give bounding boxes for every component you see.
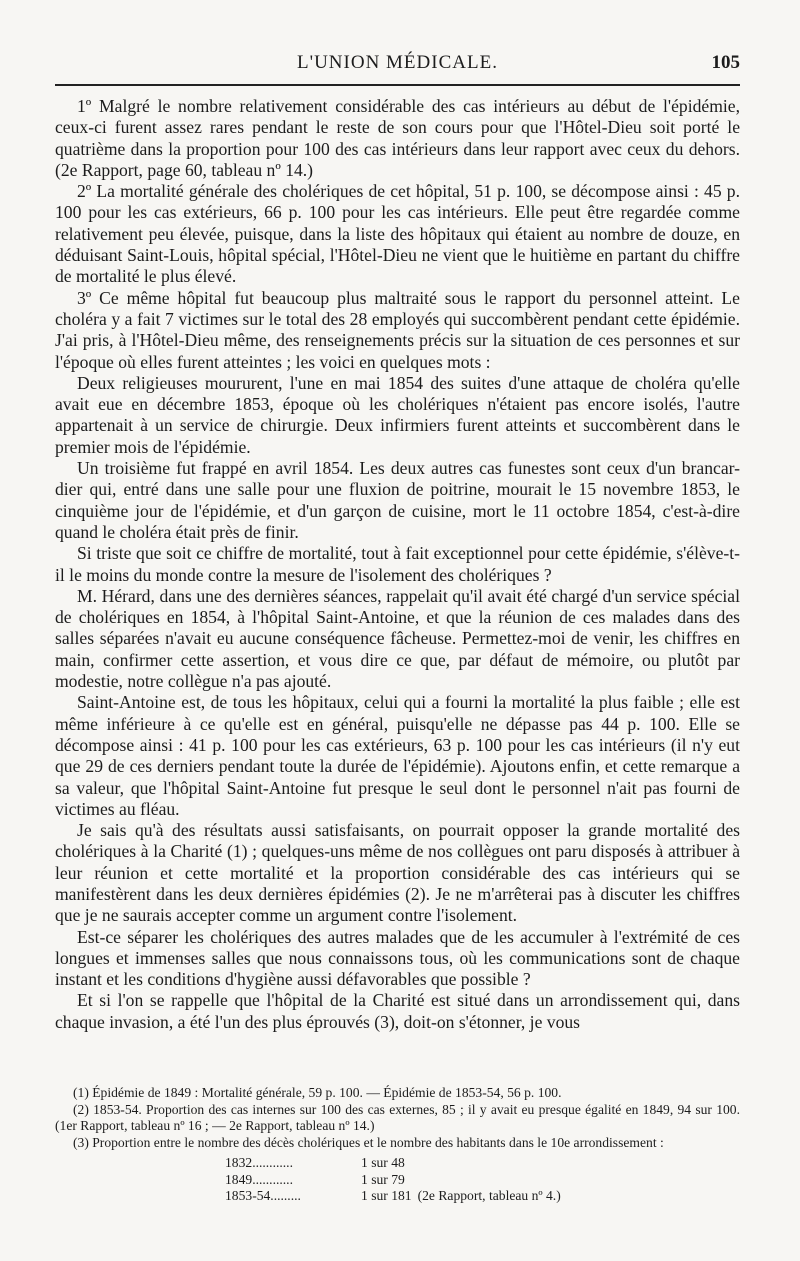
paragraph: Saint-Antoine est, de tous les hôpitaux, celui qui a fourni la mortalité la plus faible ; elle est même inférieure à ce qu'elle est en général, puisqu'elle ne dépasse pas 44 p. 100. Elle se décompose ainsi : 41 p. 100 pour les cas extérieurs, 63 p. 100 pour les cas intérieurs (il n'y eut que 29 de ces derniers pendant toute la durée de l'épidémie). Ajoutons enfin, et cette remarque a sa valeur, que l'hôpital Saint-Antoine fut presque le seul dont le personnel n'ait pas fourni de victimes au fléau. <box>55 692 740 819</box>
footnote: (1) Épidémie de 1849 : Mortalité générale, 59 p. 100. — Épidémie de 1853-54, 56 p. 100. <box>73 1085 562 1100</box>
table-cell-year: 1832............ <box>225 1155 293 1170</box>
footnote-table <box>225 1155 567 1205</box>
footnotes <box>55 1085 740 1205</box>
table-cell-note <box>418 1172 567 1189</box>
paragraph: 3º Ce même hôpital fut beaucoup plus maltraité sous le rapport du personnel atteint. Le choléra y a fait 7 victimes sur le total des 28 employés qui succombèrent pendant cette épidémie. J'ai pris, à l'Hôtel-Dieu même, des renseignements précis sur la situation de ces personnes et sur l'époque où elles furent atteintes ; les voici en quelques mots : <box>55 287 740 372</box>
paragraph: Et si l'on se rappelle que l'hôpital de la Charité est situé dans un arrondissement qui, dans chaque invasion, a été l'un des plus éprouvés (3), doit-on s'étonner, je vous <box>55 990 740 1032</box>
paragraph: Si triste que soit ce chiffre de mortalité, tout à fait exceptionnel pour cette épidémie, s'élève-t-il le moins du monde contre la mesure de l'isolement des cholériques ? <box>55 543 740 585</box>
paragraph: 2º La mortalité générale des cholériques de cet hôpital, 51 p. 100, se décompose ainsi : 45 p. 100 pour les cas extérieurs, 66 p. 100 pour les cas intérieurs. Elle peut être regardée comme relativement peu élevée, puisque, dans la liste des hôpitaux qui étaient au nombre de douze, en déduisant Saint-Louis, hôpital spécial, l'Hôtel-Dieu ne vient que le huitième en partant du chiffre de mortalité le plus élevé. <box>55 181 740 287</box>
page-header <box>55 50 740 80</box>
paragraph: M. Hérard, dans une des dernières séances, rappelait qu'il avait été chargé d'un service spécial de cholériques en 1854, à l'hôpital Saint-Antoine, et que la réunion de ces malades dans des salles séparées n'avait eu aucune conséquence fâcheuse. Permettez-moi de venir, les chiffres en main, confirmer cette assertion, et vous dire ce que, par défaut de mémoire, ou plutôt par modestie, notre collègue n'a pas ajouté. <box>55 585 740 692</box>
table-cell-ratio: 1 sur 48 <box>361 1155 405 1170</box>
table-cell-ratio: 1 sur 181 <box>361 1188 412 1203</box>
table-cell-note: (2e Rapport, tableau nº 4.) <box>417 1188 561 1203</box>
table-cell-ratio: 1 sur 79 <box>361 1171 405 1187</box>
table-cell-note <box>418 1155 567 1172</box>
table-row <box>225 1155 567 1172</box>
paragraph: Deux religieuses moururent, l'une en mai 1854 des suites d'une attaque de choléra qu'elle avait eue en décembre 1853, époque où les cholériques n'étaient pas encore isolés, l'autre appartenait à un service de chirurgie. Deux infirmiers furent atteints et succombèrent dans le premier mois de l'épidémie. <box>55 372 740 457</box>
body-text <box>55 96 740 1033</box>
paragraph: Je sais qu'à des résultats aussi satisfaisants, on pourrait opposer la grande mortalité des cholériques à la Charité (1) ; quelques-uns même de nos collègues ont paru disposés à attribuer à leur réunion et cette mortalité et la proportion considérable des cas intérieurs qui se manifestèrent dans les deux dernières épidémies (2). Je ne m'arrêterai pas à discuter les chiffres que je ne saurais accepter comme un argument contre l'isolement. <box>55 820 740 926</box>
page-number: 105 <box>711 52 740 73</box>
header-rule <box>55 84 740 86</box>
paragraph: Un troisième fut frappé en avril 1854. Les deux autres cas funestes sont ceux d'un brancar-dier qui, entré dans une salle pour une fluxion de poitrine, mourait le 15 novembre 1853, le cinquième jour de l'épidémie, et d'un garçon de cuisine, mort le 11 octobre 1854, c'est-à-dire quand le choléra était près de finir. <box>55 458 740 542</box>
table-cell-year: 1849............ <box>225 1171 293 1187</box>
footnote: (2) 1853-54. Proportion des cas internes sur 100 des cas externes, 85 ; il y avait eu presque égalité en 1849, 94 sur 100. (1er Rapport, tableau nº 16 ; — 2e Rapport, tableau nº 14.) <box>55 1101 740 1133</box>
table-row <box>225 1188 567 1205</box>
paragraph: 1º Malgré le nombre relativement considérable des cas intérieurs au début de l'épidémie, ceux-ci furent assez rares pendant le reste de son cours pour que l'Hôtel-Dieu soit porté le quatrième dans la proportion pour 100 des cas intérieurs dans leur rapport avec ceux du dehors. (2e Rapport, page 60, tableau nº 14.) <box>55 96 740 180</box>
paragraph: Est-ce séparer les cholériques des autres malades que de les accumuler à l'extrémité de ces longues et immenses salles que nous connaissons tous, où les communications sont de chaque instant et les conditions d'hygiène aussi défavorables que possible ? <box>55 926 740 990</box>
footnote: (3) Proportion entre le nombre des décès cholériques et le nombre des habitants dans le 10e arrondissement : <box>73 1134 664 1150</box>
running-title: L'UNION MÉDICALE. <box>297 52 498 73</box>
table-row <box>225 1172 567 1189</box>
table-cell-year: 1853-54......... <box>225 1188 301 1203</box>
